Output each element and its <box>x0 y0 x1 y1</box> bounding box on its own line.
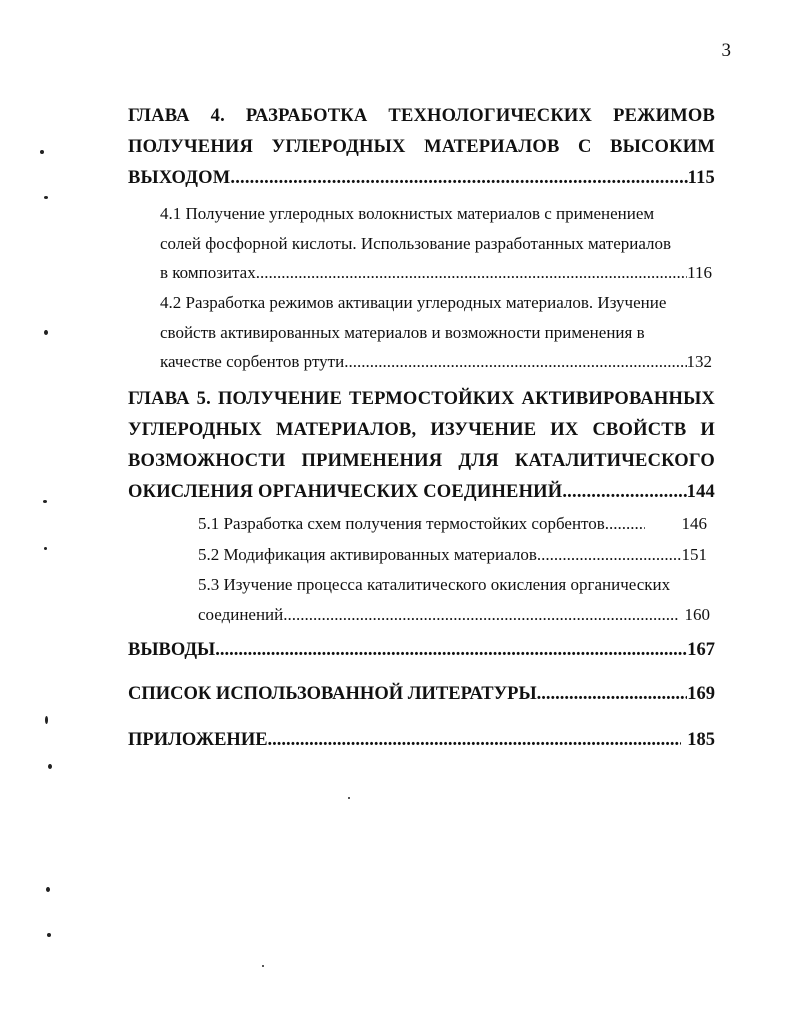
references-entry <box>128 679 715 710</box>
page-number: 3 <box>721 40 731 61</box>
section-4-2-line-3 <box>160 347 712 377</box>
leader-dots <box>562 477 686 508</box>
chapter-5-title-end: ОКИСЛЕНИЯ ОРГАНИЧЕСКИХ СОЕДИНЕНИЙ <box>128 482 563 502</box>
section-5-1-page: 146 <box>681 514 707 533</box>
references-title: СПИСОК ИСПОЛЬЗОВАННОЙ ЛИТЕРАТУРЫ <box>128 684 537 704</box>
appendix-title: ПРИЛОЖЕНИЕ <box>128 730 268 750</box>
section-4-2 <box>160 288 712 377</box>
section-4-1 <box>160 199 712 288</box>
chapter-5-page: 144 <box>686 482 715 502</box>
scan-speck <box>40 150 44 154</box>
scan-speck <box>262 965 264 967</box>
leader-dots <box>537 679 688 710</box>
section-4-2-title-end: качестве сорбентов ртути <box>160 352 345 371</box>
section-5-1 <box>198 509 707 539</box>
section-5-2-page: 151 <box>681 545 707 564</box>
section-5-3-title-end: соединений <box>198 604 284 624</box>
section-5-3-page: 160 <box>684 604 710 624</box>
section-5-2 <box>198 540 707 570</box>
chapter-5-line-3: ВОЗМОЖНОСТИ ПРИМЕНЕНИЯ ДЛЯ КАТАЛИТИЧЕСКОГО <box>128 451 715 471</box>
leader-dots <box>344 347 686 377</box>
section-4-1-line-3 <box>160 258 712 288</box>
leader-dots <box>215 635 687 666</box>
scan-speck <box>48 764 52 769</box>
chapter-5-line-1: ГЛАВА 5. ПОЛУЧЕНИЕ ТЕРМОСТОЙКИХ АКТИВИРОВАННЫХ <box>128 389 715 409</box>
leader-dots <box>605 509 645 539</box>
section-4-1-title-end: в композитах <box>160 263 256 282</box>
leader-dots <box>283 600 678 630</box>
chapter-5-heading <box>128 384 715 508</box>
appendix-entry <box>128 725 715 756</box>
scan-speck <box>44 547 47 550</box>
chapter-4-line-3 <box>128 163 715 194</box>
chapter-4-line-2: ПОЛУЧЕНИЯ УГЛЕРОДНЫХ МАТЕРИАЛОВ С ВЫСОКИМ <box>128 137 715 157</box>
references-page: 169 <box>687 684 715 704</box>
conclusions-title: ВЫВОДЫ <box>128 640 216 660</box>
chapter-5-line-2: УГЛЕРОДНЫХ МАТЕРИАЛОВ, ИЗУЧЕНИЕ ИХ СВОЙСТВ И <box>128 420 715 440</box>
leader-dots <box>268 725 682 756</box>
leader-dots <box>230 163 687 194</box>
conclusions-entry <box>128 635 715 666</box>
scan-speck <box>45 716 48 724</box>
scan-speck <box>47 933 51 937</box>
chapter-4-heading <box>128 101 715 194</box>
scan-speck <box>46 887 50 892</box>
section-4-2-line-1: 4.2 Разработка режимов активации углеродных материалов. Изучение <box>160 293 667 312</box>
section-5-3 <box>198 570 710 629</box>
section-4-2-page: 132 <box>686 352 712 371</box>
section-4-1-line-2: солей фосфорной кислоты. Использование разработанных материалов <box>160 233 672 253</box>
conclusions-page: 167 <box>687 640 715 660</box>
section-4-1-page: 116 <box>687 263 712 282</box>
scan-speck <box>44 330 48 335</box>
scan-speck <box>44 196 48 199</box>
leader-dots <box>256 258 687 288</box>
section-4-1-line-1: 4.1 Получение углеродных волокнистых материалов с применением <box>160 204 655 223</box>
chapter-4-page: 115 <box>687 168 715 188</box>
section-5-2-title: 5.2 Модификация активированных материалов <box>198 545 537 564</box>
chapter-5-line-4 <box>128 477 715 508</box>
chapter-4-title-end: ВЫХОДОМ <box>128 168 231 188</box>
section-5-1-title: 5.1 Разработка схем получения термостойких сорбентов <box>198 514 605 533</box>
leader-dots <box>537 540 682 570</box>
scan-speck <box>348 797 350 799</box>
section-4-2-line-2: свойств активированных материалов и возможности применения в <box>160 322 645 342</box>
scan-speck <box>43 500 47 503</box>
chapter-4-line-1: ГЛАВА 4. РАЗРАБОТКА ТЕХНОЛОГИЧЕСКИХ РЕЖИМОВ <box>128 106 715 126</box>
appendix-page: 185 <box>687 730 715 750</box>
section-5-3-line-1: 5.3 Изучение процесса каталитического окисления органических <box>198 575 671 594</box>
section-5-3-line-2 <box>198 600 710 630</box>
